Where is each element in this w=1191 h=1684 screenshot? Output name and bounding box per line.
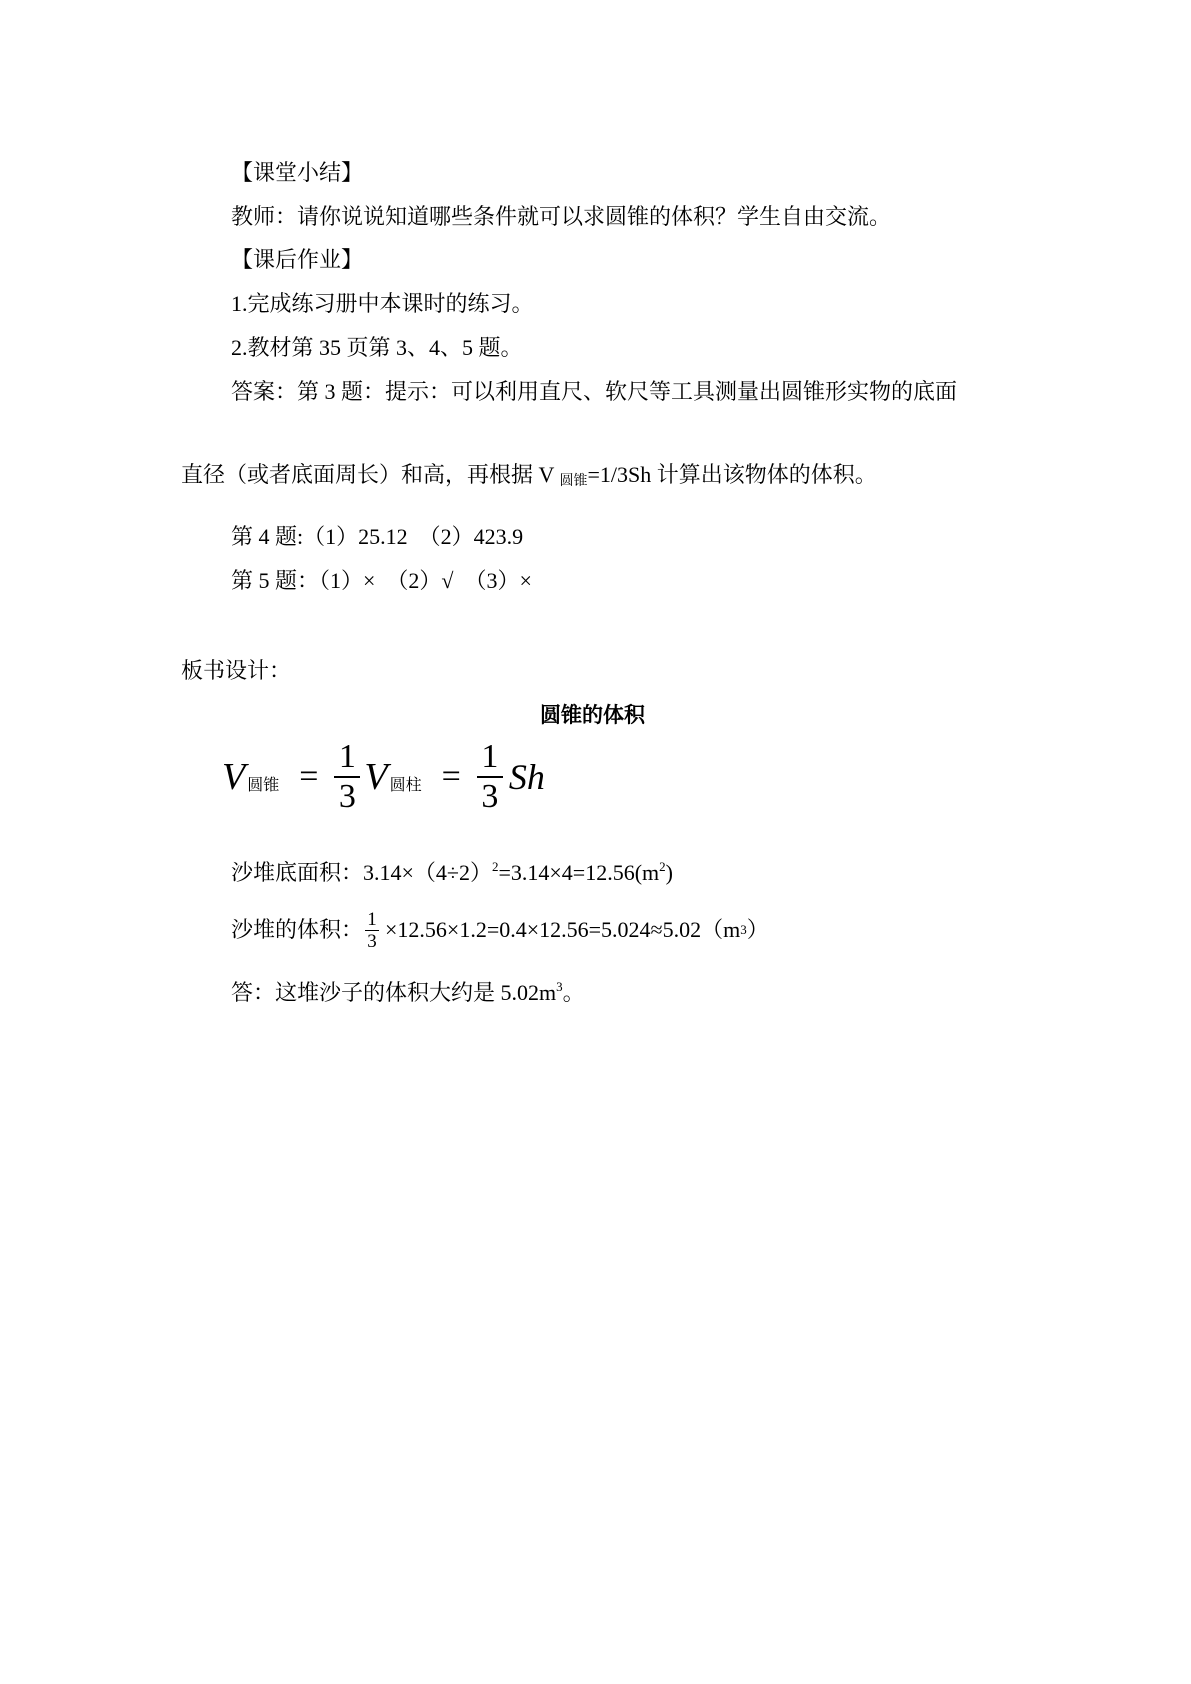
- sand-area-text-a: 沙堆底面积：3.14×（4÷2）: [231, 860, 492, 885]
- sand-volume-fraction-denominator: 3: [367, 930, 377, 952]
- sand-volume-fraction: [365, 909, 379, 952]
- homework-heading: 【课后作业】: [231, 247, 364, 272]
- sand-volume-label: 沙堆的体积：: [231, 917, 364, 942]
- sand-area-sup-2: 2: [659, 859, 666, 874]
- formula-sh: Sh: [508, 757, 545, 797]
- formula-fraction-2: [477, 739, 503, 815]
- formula-fraction-1: [334, 739, 360, 815]
- formula-equals-1: =: [299, 758, 319, 795]
- formula-sub-cylinder: 圆柱: [389, 777, 422, 794]
- sand-volume-line: [231, 908, 769, 952]
- cone-volume-formula: [222, 738, 545, 816]
- formula-equals-2: =: [441, 758, 461, 795]
- answer-hint-subscript: 圆锥: [559, 474, 588, 489]
- formula-fraction-2-denominator: 3: [481, 778, 499, 815]
- board-design-label: 板书设计：: [181, 658, 292, 683]
- formula-sub-cone: 圆锥: [247, 777, 280, 794]
- answer-hint-line-1: 答案：第 3 题：提示：可以利用直尺、软尺等工具测量出圆锥形实物的底面: [231, 379, 958, 404]
- formula-v-cone: V: [222, 756, 246, 798]
- formula-fraction-1-denominator: 3: [338, 778, 356, 815]
- answer-question-4: 第 4 题:（1）25.12 （2）423.9: [231, 524, 524, 549]
- summary-heading: 【课堂小结】: [231, 160, 364, 185]
- teacher-question: 教师：请你说说知道哪些条件就可以求圆锥的体积？学生自由交流。: [231, 204, 892, 229]
- sand-base-area-line: [231, 852, 673, 888]
- formula-fraction-1-numerator: 1: [338, 738, 356, 775]
- final-answer-end: 。: [562, 980, 585, 1005]
- answer-question-5: 第 5 题：（1）× （2）√ （3）×: [231, 568, 532, 593]
- final-answer-text: 答：这堆沙子的体积大约是 5.02m: [231, 980, 557, 1005]
- sand-area-sup-1: 2: [491, 859, 499, 874]
- sand-area-text-b: =3.14×4=12.56(m: [498, 860, 660, 885]
- formula-fraction-2-numerator: 1: [481, 738, 499, 775]
- final-answer-line: [231, 972, 585, 1008]
- sand-area-text-c: ): [665, 860, 673, 885]
- sand-volume-fraction-numerator: 1: [367, 908, 377, 930]
- final-answer-sup: 3: [556, 979, 563, 994]
- sand-volume-expression: ×12.56×1.2=0.4×12.56=5.024≈5.02（m: [385, 917, 741, 942]
- sand-volume-close: ）: [746, 917, 769, 942]
- answer-hint-text-a: 直径（或者底面周长）和高，再根据 V: [181, 462, 560, 487]
- answer-hint-text-b: =1/3Sh 计算出该物体的体积。: [587, 462, 877, 487]
- board-title: 圆锥的体积: [540, 703, 645, 727]
- homework-item-1: 1.完成练习册中本课时的练习。: [231, 291, 534, 316]
- formula-v-cylinder: V: [364, 756, 388, 798]
- sand-volume-sup: 3: [740, 922, 747, 937]
- homework-item-2: 2.教材第 35 页第 3、4、5 题。: [231, 335, 523, 360]
- answer-hint-line-2: [181, 460, 877, 497]
